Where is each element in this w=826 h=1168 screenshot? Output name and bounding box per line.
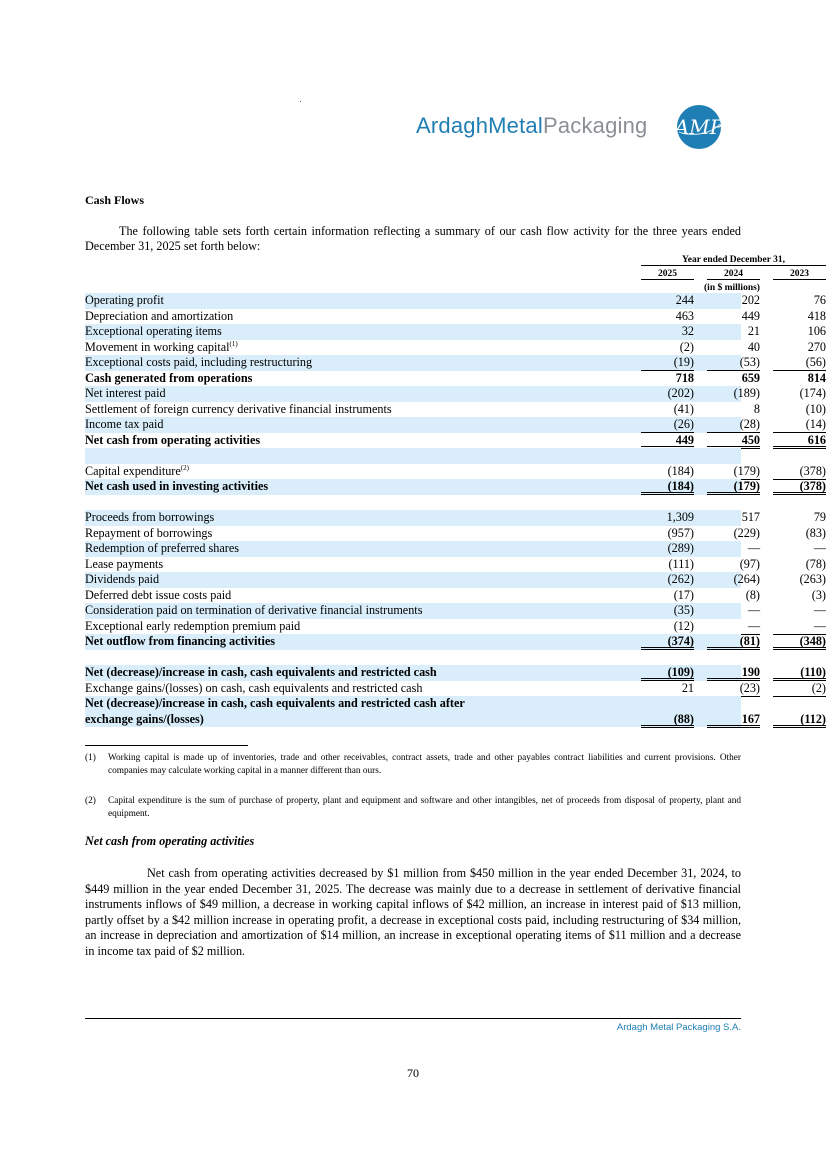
table-row: Lease payments (111) (97) (78) bbox=[85, 556, 826, 571]
table-row: Exceptional operating items 32 21 106 bbox=[85, 324, 826, 338]
company-logo bbox=[416, 102, 726, 154]
units-label: (in $ millions) bbox=[704, 283, 760, 293]
table-row: Dividends paid (262) (264) (263) bbox=[85, 572, 826, 586]
table-spacer bbox=[85, 448, 741, 464]
logo-wordmark: ArdaghMetalPackaging bbox=[416, 113, 648, 138]
table-row-total: Net (decrease)/increase in cash, cash equivalents and restricted cash (109) 190 (110) bbox=[85, 665, 826, 679]
section-title: Cash Flows bbox=[85, 193, 145, 207]
table-row: Exceptional costs paid, including restructuring (19) (53) (56) bbox=[85, 355, 826, 369]
page-number: 70 bbox=[407, 1066, 419, 1080]
year-col-3: 2023 bbox=[773, 269, 826, 280]
table-row-total: Net cash used in investing activities (184) (179) (378) bbox=[85, 479, 826, 493]
table-row: Settlement of foreign currency derivative financial instruments (41) 8 (10) bbox=[85, 401, 826, 416]
table-spacer bbox=[85, 650, 741, 666]
amp-logo-icon bbox=[674, 102, 724, 152]
table-row: Net interest paid (202) (189) (174) bbox=[85, 386, 826, 400]
footer-company: Ardagh Metal Packaging S.A. bbox=[616, 1022, 741, 1033]
period-header: Year ended December 31, bbox=[641, 255, 826, 266]
table-row: Consideration paid on termination of derivative financial instruments (35) — — bbox=[85, 603, 826, 617]
footer-rule bbox=[85, 1018, 741, 1019]
table-row: Proceeds from borrowings 1,309 517 79 bbox=[85, 510, 826, 524]
body-paragraph: Net cash from operating activities decreased by $1 million from $450 million in the year ended December 31, 2024, to $449 million in the year ended December 31, 2025. The decrease was mainly due to a decrease in settlement of derivative financial instruments inflows of $49 million, a decrease in working capital inflows of $42 million, an increase in interest paid of $13 million, partly offset by a $42 million increase in operating profit, a decrease in exceptional costs paid, including restructuring of $34 million, an increase in depreciation and amortization of $14 million, an increase in exceptional operating items of $11 million and a decrease in income tax paid of $2 million. bbox=[85, 866, 741, 958]
table-row: Deferred debt issue costs paid (17) (8) (3) bbox=[85, 587, 826, 602]
stray-mark bbox=[300, 101, 301, 102]
table-spacer bbox=[85, 495, 741, 511]
table-row: Operating profit 244 202 76 bbox=[85, 293, 826, 307]
table-row: Movement in working capital$^{(1)}$ (2) 40 270 bbox=[85, 339, 826, 354]
table-row-subtotal: Cash generated from operations 718 659 814 bbox=[85, 370, 826, 385]
table-row: Exceptional early redemption premium paid (12) — — bbox=[85, 618, 826, 633]
year-col-2: 2024 bbox=[707, 269, 760, 280]
year-col-1: 2025 bbox=[641, 269, 694, 280]
table-row-total: Net (decrease)/increase in cash, cash equivalents and restricted cash after exchange gains/(losses) (88) 167 (112) bbox=[85, 696, 826, 726]
table-row-total: Net cash from operating activities 449 450 616 bbox=[85, 432, 826, 447]
table-row: Repayment of borrowings (957) (229) (83) bbox=[85, 525, 826, 540]
table-row: Exchange gains/(losses) on cash, cash equivalents and restricted cash 21 (23) (2) bbox=[85, 680, 826, 695]
subheading: Net cash from operating activities bbox=[85, 834, 255, 848]
footnote-2: (2) Capital expenditure is the sum of purchase of property, plant and equipment and software and other intangibles, net of proceeds from disposal of property, plant and equipment. bbox=[85, 796, 741, 819]
svg-text:AMP: AMP bbox=[674, 115, 724, 139]
cash-flow-table bbox=[85, 293, 826, 727]
footnote-1: (1) Working capital is made up of inventories, trade and other receivables, contract assets, trade and other payables contract liabilities and current provisions. Other companies may calculate working capital in a manner different than ours. bbox=[85, 753, 741, 776]
table-row: Redemption of preferred shares (289) — — bbox=[85, 541, 826, 555]
table-row: Depreciation and amortization 463 449 418 bbox=[85, 308, 826, 323]
table-row-total: Net outflow from financing activities (374) (81) (348) bbox=[85, 634, 826, 648]
footnote-rule bbox=[85, 745, 248, 746]
intro-paragraph: The following table sets forth certain information reflecting a summary of our cash flow activity for the three years ended December 31, 2025 set forth below: bbox=[85, 224, 741, 253]
table-row: Capital expenditure$^{(2)}$ (184) (179) (378) bbox=[85, 463, 826, 478]
table-row: Income tax paid (26) (28) (14) bbox=[85, 417, 826, 431]
